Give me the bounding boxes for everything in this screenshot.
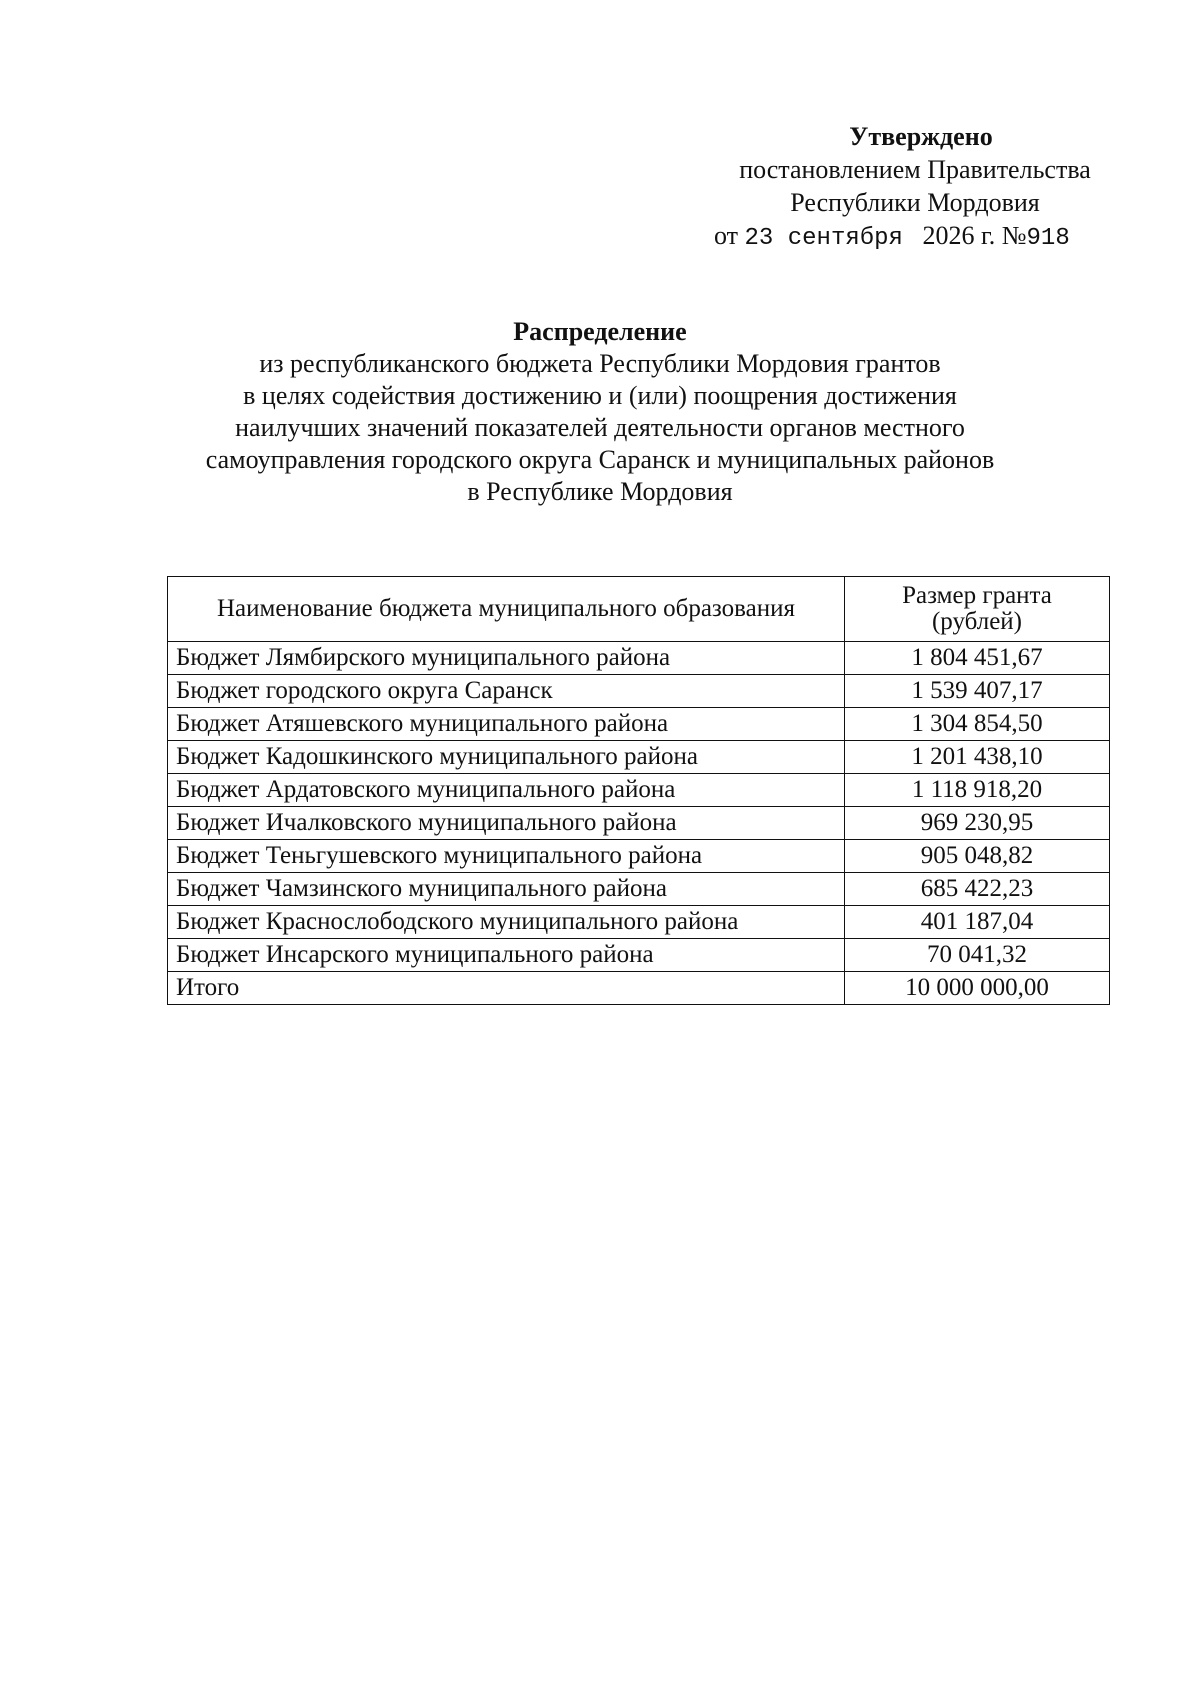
header-amount-line-2: (рублей) [931,608,1023,635]
heading-line-1: из республиканского бюджета Республики Мордовия грантов [259,349,941,378]
row-amount: 685 422,23 [845,873,1110,906]
number-sign: № [1001,221,1027,250]
header-name: Наименование бюджета муниципального образования [168,577,845,642]
row-name: Бюджет Кадошкинского муниципального района [168,741,845,774]
row-amount: 1 804 451,67 [845,642,1110,675]
heading-line-3: наилучших значений показателей деятельности органов местного [235,413,965,442]
heading-line-5: в Республике Мордовия [467,477,733,506]
total-label: Итого [168,972,845,1005]
approval-line-2: Республики Мордовия [790,188,1040,217]
approval-stamp [714,120,1110,255]
table-row [168,642,1110,675]
row-name: Бюджет Ардатовского муниципального района [168,774,845,807]
row-name: Бюджет Ичалковского муниципального района [168,807,845,840]
table-total-row [168,972,1110,1005]
heading-line-4: самоуправления городского округа Саранск и муниципальных районов [205,445,995,474]
row-amount: 70 041,32 [845,939,1110,972]
grants-table [167,576,1110,1005]
date-day-month: 23 сентября [744,225,903,252]
row-amount: 1 304 854,50 [845,708,1110,741]
table-row [168,807,1110,840]
document-number: 918 [1026,225,1070,252]
approval-title: Утверждено [849,122,993,151]
row-name: Бюджет Лямбирского муниципального района [168,642,845,675]
row-amount: 401 187,04 [845,906,1110,939]
approval-date-line [714,219,1110,255]
row-amount: 905 048,82 [845,840,1110,873]
document-title: Распределение [513,317,687,346]
table-row [168,708,1110,741]
row-name: Бюджет Атяшевского муниципального района [168,708,845,741]
table-row [168,873,1110,906]
table-row [168,774,1110,807]
table-row [168,939,1110,972]
row-amount: 969 230,95 [845,807,1110,840]
row-amount: 1 201 438,10 [845,741,1110,774]
table-row [168,840,1110,873]
row-name: Бюджет Теньгушевского муниципального района [168,840,845,873]
table-row [168,675,1110,708]
total-amount: 10 000 000,00 [845,972,1110,1005]
row-amount: 1 539 407,17 [845,675,1110,708]
row-name: Бюджет Чамзинского муниципального района [168,873,845,906]
row-name: Бюджет Краснослободского муниципального района [168,906,845,939]
date-year: 2026 г. [922,221,996,250]
document-heading [150,316,1050,508]
header-amount-line-1: Размер гранта [902,582,1052,609]
row-amount: 1 118 918,20 [845,774,1110,807]
row-name: Бюджет городского округа Саранск [168,675,845,708]
approval-line-1: постановлением Правительства [739,155,1091,184]
date-prefix: от [714,221,739,250]
row-name: Бюджет Инсарского муниципального района [168,939,845,972]
heading-line-2: в целях содействия достижению и (или) поощрения достижения [243,381,957,410]
table-row [168,741,1110,774]
table-row [168,906,1110,939]
header-amount [845,577,1110,642]
table-header-row [168,577,1110,642]
